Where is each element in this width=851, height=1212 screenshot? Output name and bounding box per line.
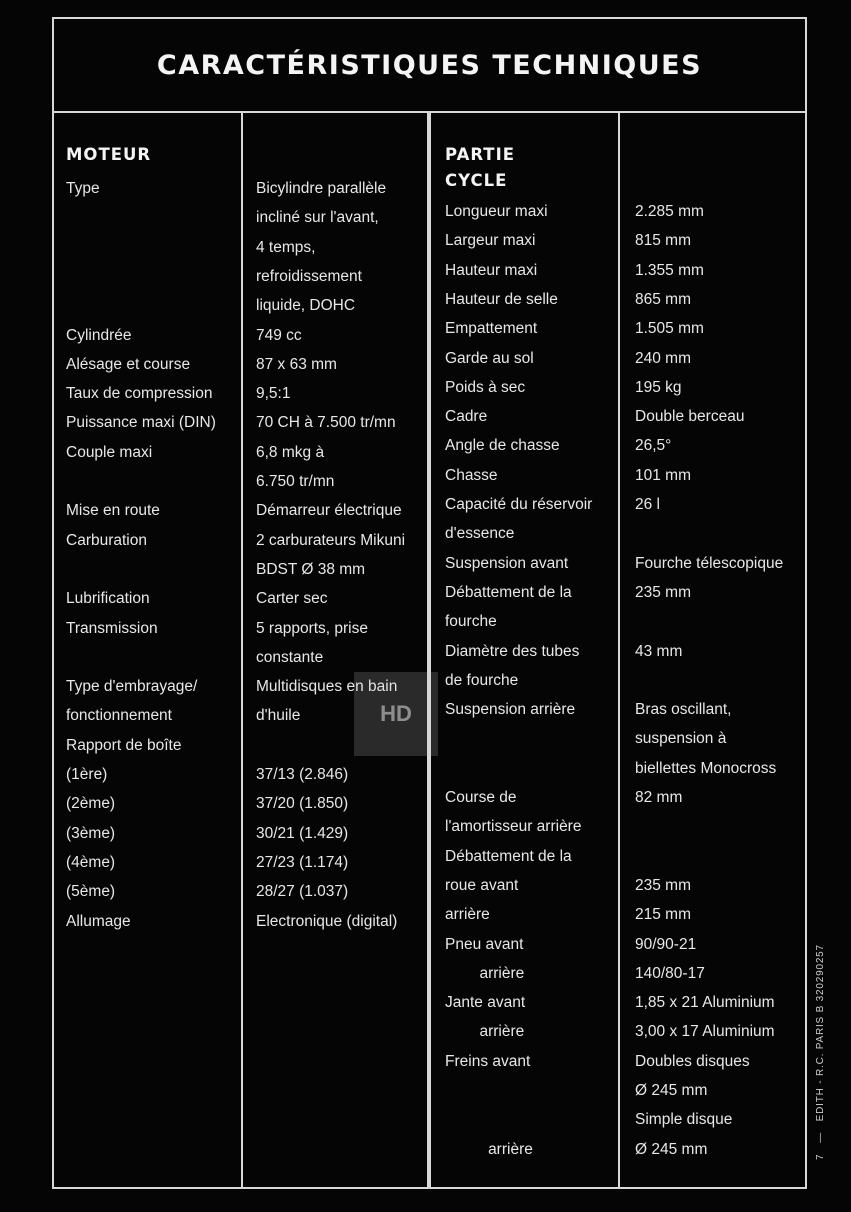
cycle-spec-value-line: 235 mm [635, 583, 691, 601]
cycle-spec-label [445, 1047, 530, 1076]
cycle-spec-label-line: Cadre [445, 408, 488, 426]
cycle-spec-value-line: 90/90-21 [635, 935, 697, 953]
cycle-spec-label-line: Débattement de la [445, 583, 572, 601]
title-bar [54, 19, 805, 113]
moteur-spec-value-line: 87 x 63 mm [256, 355, 337, 373]
cycle-spec-value [635, 256, 704, 285]
moteur-spec-value-line: 28/27 (1.037) [256, 883, 349, 901]
cycle-spec-label [445, 637, 579, 696]
cycle-spec-label-line: Chasse [445, 466, 498, 484]
moteur-spec-value [256, 496, 402, 525]
imprint-text: EDITH - R.C. PARIS B 320290257 [815, 944, 826, 1122]
moteur-spec-label [66, 408, 216, 437]
cycle-spec-value [635, 695, 776, 783]
cycle-spec-value [635, 490, 660, 519]
moteur-spec-value-line: 70 CH à 7.500 tr/mn [256, 414, 396, 432]
moteur-spec-label [66, 877, 115, 906]
moteur-spec-label [66, 379, 212, 408]
moteur-spec-value-line: 6.750 tr/mn [256, 472, 335, 490]
cycle-spec-value-line: Simple disque [635, 1111, 733, 1129]
cycle-spec-value-line: 3,00 x 17 Aluminium [635, 1023, 775, 1041]
cycle-spec-label-line: arrière [445, 1140, 533, 1158]
cycle-spec-label [445, 226, 535, 255]
cycle-spec-label-line: Garde au sol [445, 349, 534, 367]
cycle-spec-value [635, 930, 696, 959]
cycle-spec-label-line: de fourche [445, 671, 519, 689]
moteur-spec-value [256, 174, 386, 320]
cycle-spec-value [635, 578, 691, 607]
cycle-spec-value [635, 988, 775, 1017]
moteur-spec-value [256, 760, 348, 789]
cycle-spec-label [445, 988, 525, 1017]
cycle-spec-value-line: 815 mm [635, 232, 691, 250]
moteur-spec-value-line: Carter sec [256, 590, 328, 608]
moteur-spec-value-line: liquide, DOHC [256, 297, 356, 315]
cycle-spec-label-line: Poids à sec [445, 378, 526, 396]
cycle-spec-value [635, 373, 682, 402]
moteur-spec-label-line: Cylindrée [66, 326, 132, 344]
moteur-spec-label-line: (1ère) [66, 766, 108, 783]
cycle-spec-value-line: 43 mm [635, 642, 683, 660]
moteur-spec-label-line: Mise en route [66, 502, 160, 520]
cycle-spec-label-line: Largeur maxi [445, 232, 536, 250]
moteur-spec-value-line: 37/13 (2.846) [256, 766, 349, 783]
moteur-spec-label-line: Allumage [66, 912, 131, 930]
cycle-spec-value [635, 871, 691, 900]
moteur-spec-label [66, 614, 158, 643]
moteur-spec-value-line: incliné sur l'avant, [256, 209, 379, 227]
moteur-spec-label-line: (2ème) [66, 795, 116, 813]
moteur-spec-label [66, 584, 150, 613]
moteur-spec-label-line: Transmission [66, 619, 158, 637]
moteur-spec-value [256, 584, 328, 613]
cycle-spec-value-line: 140/80-17 [635, 964, 705, 982]
cycle-spec-label [445, 256, 537, 285]
cycle-spec-label [445, 197, 548, 226]
moteur-spec-label [66, 174, 100, 203]
moteur-spec-value-line: 4 temps, [256, 238, 316, 256]
cycle-spec-label-line: Longueur maxi [445, 203, 548, 220]
moteur-spec-label-line: (5ème) [66, 883, 116, 901]
cycle-spec-value [635, 226, 691, 255]
cycle-spec-value [635, 344, 691, 373]
moteur-spec-value-line: constante [256, 648, 324, 666]
page-number: 7 [815, 1153, 826, 1160]
cycle-spec-value-line: 1.355 mm [635, 261, 704, 279]
moteur-spec-label-line: (3ème) [66, 824, 116, 842]
moteur-spec-label-line: Carburation [66, 531, 147, 549]
moteur-spec-value-line: 27/23 (1.174) [256, 853, 349, 871]
column-divider-1 [241, 111, 243, 1187]
cycle-spec-value-line: Ø 245 mm [635, 1081, 708, 1099]
cycle-spec-value-line: 1,85 x 21 Aluminium [635, 994, 775, 1012]
cycle-spec-label-line: Pneu avant [445, 935, 524, 953]
cycle-spec-value-line: 2.285 mm [635, 203, 704, 220]
cycle-spec-label [445, 783, 581, 842]
partie-cycle-heading-line-2: CYCLE [445, 171, 508, 190]
moteur-spec-label-line: Rapport de boîte [66, 736, 182, 754]
cycle-spec-label [445, 285, 558, 314]
moteur-spec-label [66, 789, 115, 818]
moteur-spec-label-line: Couple maxi [66, 443, 153, 461]
moteur-spec-label-line: Type [66, 180, 100, 197]
cycle-spec-value-line: 865 mm [635, 290, 691, 308]
moteur-spec-label [66, 350, 190, 379]
moteur-spec-label [66, 848, 115, 877]
cycle-spec-label [445, 871, 518, 900]
cycle-spec-label [445, 490, 592, 549]
cycle-spec-value-line: Bras oscillant, [635, 701, 732, 719]
moteur-spec-label-line: Alésage et course [66, 355, 191, 373]
cycle-spec-value-line: Double berceau [635, 408, 745, 426]
moteur-spec-value-line: 30/21 (1.429) [256, 824, 349, 842]
cycle-spec-value [635, 1047, 750, 1106]
column-divider-3 [618, 111, 620, 1187]
cycle-spec-label-line: arrière [445, 1023, 525, 1041]
cycle-spec-value [635, 314, 704, 343]
moteur-spec-label-line: fonctionnement [66, 707, 172, 725]
cycle-spec-value [635, 431, 671, 460]
cycle-spec-label-line: Empattement [445, 320, 538, 338]
moteur-spec-value-line: 749 cc [256, 326, 302, 344]
cycle-spec-label-line: Hauteur maxi [445, 261, 538, 279]
moteur-spec-label [66, 672, 197, 731]
cycle-spec-value-line: 240 mm [635, 349, 691, 367]
cycle-spec-value [635, 1105, 732, 1164]
cycle-spec-value [635, 461, 691, 490]
moteur-spec-value [256, 350, 337, 379]
moteur-spec-value-line: Bicylindre parallèle [256, 180, 387, 197]
moteur-spec-label [66, 321, 131, 350]
cycle-spec-label [445, 314, 537, 343]
moteur-spec-label [66, 760, 107, 789]
moteur-spec-label [66, 496, 160, 525]
column-divider-center [427, 111, 431, 1187]
cycle-spec-label [445, 842, 572, 871]
partie-cycle-heading-line-1: PARTIE [445, 145, 515, 164]
moteur-spec-value [256, 789, 348, 818]
cycle-spec-value-line: 215 mm [635, 906, 691, 924]
moteur-spec-label-line: (4ème) [66, 853, 116, 871]
cycle-spec-label-line [445, 1105, 533, 1134]
cycle-spec-value [635, 1017, 775, 1046]
moteur-spec-value [256, 321, 302, 350]
cycle-spec-value [635, 402, 744, 431]
cycle-spec-label-line: Course de [445, 789, 517, 806]
cycle-spec-label [445, 1105, 533, 1164]
cycle-spec-label [445, 402, 487, 431]
side-imprint [815, 944, 845, 1170]
cycle-spec-label-line: Suspension arrière [445, 701, 576, 719]
moteur-spec-value [256, 408, 396, 437]
cycle-spec-value-line: 101 mm [635, 466, 691, 484]
page-title: CARACTÉRISTIQUES TECHNIQUES [156, 49, 703, 81]
cycle-spec-value-line: 26 l [635, 496, 660, 513]
cycle-spec-label-line: l'amortisseur arrière [445, 818, 582, 836]
cycle-spec-value-line: Doubles disques [635, 1052, 750, 1070]
cycle-spec-label [445, 1017, 524, 1046]
moteur-spec-value [256, 526, 405, 585]
moteur-spec-value-line: 5 rapports, prise [256, 619, 368, 637]
cycle-spec-value-line: 1.505 mm [635, 320, 704, 338]
cycle-spec-label-line: roue avant [445, 876, 519, 894]
cycle-spec-label-line: Jante avant [445, 994, 526, 1012]
cycle-spec-label-line: arrière [445, 964, 525, 982]
moteur-spec-value-line: Electronique (digital) [256, 912, 398, 930]
cycle-spec-label-line: Hauteur de selle [445, 290, 558, 308]
cycle-spec-label [445, 549, 568, 578]
cycle-spec-value-line: biellettes Monocross [635, 759, 777, 777]
cycle-spec-label-line: Angle de chasse [445, 437, 560, 455]
cycle-spec-label-line: Freins avant [445, 1052, 531, 1070]
moteur-spec-value [256, 614, 368, 673]
cycle-spec-label-line: Capacité du réservoir [445, 496, 593, 513]
moteur-spec-label-line: Type d'embrayage/ [66, 678, 198, 696]
moteur-spec-value-line: Multidisques en bain [256, 678, 398, 696]
moteur-spec-label [66, 731, 181, 760]
cycle-spec-value-line: 235 mm [635, 876, 691, 894]
moteur-spec-value [256, 907, 397, 936]
partie-cycle-heading [445, 142, 515, 194]
cycle-spec-value-line: Ø 245 mm [635, 1140, 708, 1158]
moteur-spec-label [66, 907, 131, 936]
moteur-spec-value [256, 848, 348, 877]
moteur-spec-value-line: 2 carburateurs Mikuni [256, 531, 406, 549]
cycle-spec-value [635, 959, 705, 988]
cycle-spec-value-line: 82 mm [635, 789, 683, 806]
moteur-spec-value-line: 6,8 mkg à [256, 443, 325, 461]
cycle-spec-value-line: 26,5° [635, 437, 672, 455]
cycle-spec-value [635, 900, 691, 929]
moteur-spec-value-line: BDST Ø 38 mm [256, 560, 366, 578]
side-imprint-text: 7 — EDITH - R.C. PARIS B 320290257 [815, 944, 826, 1160]
cycle-spec-label-line: Suspension avant [445, 554, 569, 572]
cycle-spec-value [635, 549, 783, 578]
moteur-spec-value-line: 9,5:1 [256, 385, 291, 403]
cycle-spec-label [445, 578, 572, 637]
cycle-spec-value [635, 285, 691, 314]
cycle-spec-value [635, 637, 682, 666]
moteur-spec-label [66, 438, 152, 467]
cycle-spec-label [445, 959, 524, 988]
cycle-spec-label [445, 695, 575, 724]
moteur-spec-value [256, 819, 348, 848]
cycle-spec-label [445, 373, 525, 402]
cycle-spec-label-line: arrière [445, 906, 490, 924]
moteur-spec-value-line: d'huile [256, 707, 301, 725]
moteur-heading: MOTEUR [66, 145, 152, 164]
cycle-spec-label [445, 900, 490, 929]
cycle-spec-label [445, 461, 498, 490]
watermark-logo: HD [354, 672, 438, 756]
cycle-spec-value [635, 197, 704, 226]
cycle-spec-value [635, 783, 682, 812]
cycle-spec-value-line: suspension à [635, 730, 727, 748]
cycle-spec-label [445, 431, 560, 460]
moteur-spec-value-line: refroidissement [256, 267, 362, 285]
cycle-spec-label [445, 344, 534, 373]
cycle-spec-label-line: Débattement de la [445, 847, 572, 865]
moteur-spec-label-line: Puissance maxi (DIN) [66, 414, 216, 432]
moteur-spec-value-line: Démarreur électrique [256, 502, 402, 520]
cycle-spec-value-line: Fourche télescopique [635, 554, 784, 572]
cycle-spec-label-line: Diamètre des tubes [445, 642, 580, 660]
moteur-spec-value [256, 877, 348, 906]
moteur-spec-label-line: Taux de compression [66, 385, 213, 403]
moteur-spec-label [66, 526, 147, 555]
moteur-spec-label [66, 819, 115, 848]
cycle-spec-label-line: fourche [445, 613, 497, 631]
moteur-spec-label-line: Lubrification [66, 590, 150, 608]
moteur-spec-value [256, 438, 334, 497]
moteur-spec-value [256, 379, 290, 408]
cycle-spec-label-line: d'essence [445, 525, 515, 543]
moteur-spec-value-line: 37/20 (1.850) [256, 795, 349, 813]
cycle-spec-value-line: 195 kg [635, 378, 682, 396]
cycle-spec-label [445, 930, 523, 959]
